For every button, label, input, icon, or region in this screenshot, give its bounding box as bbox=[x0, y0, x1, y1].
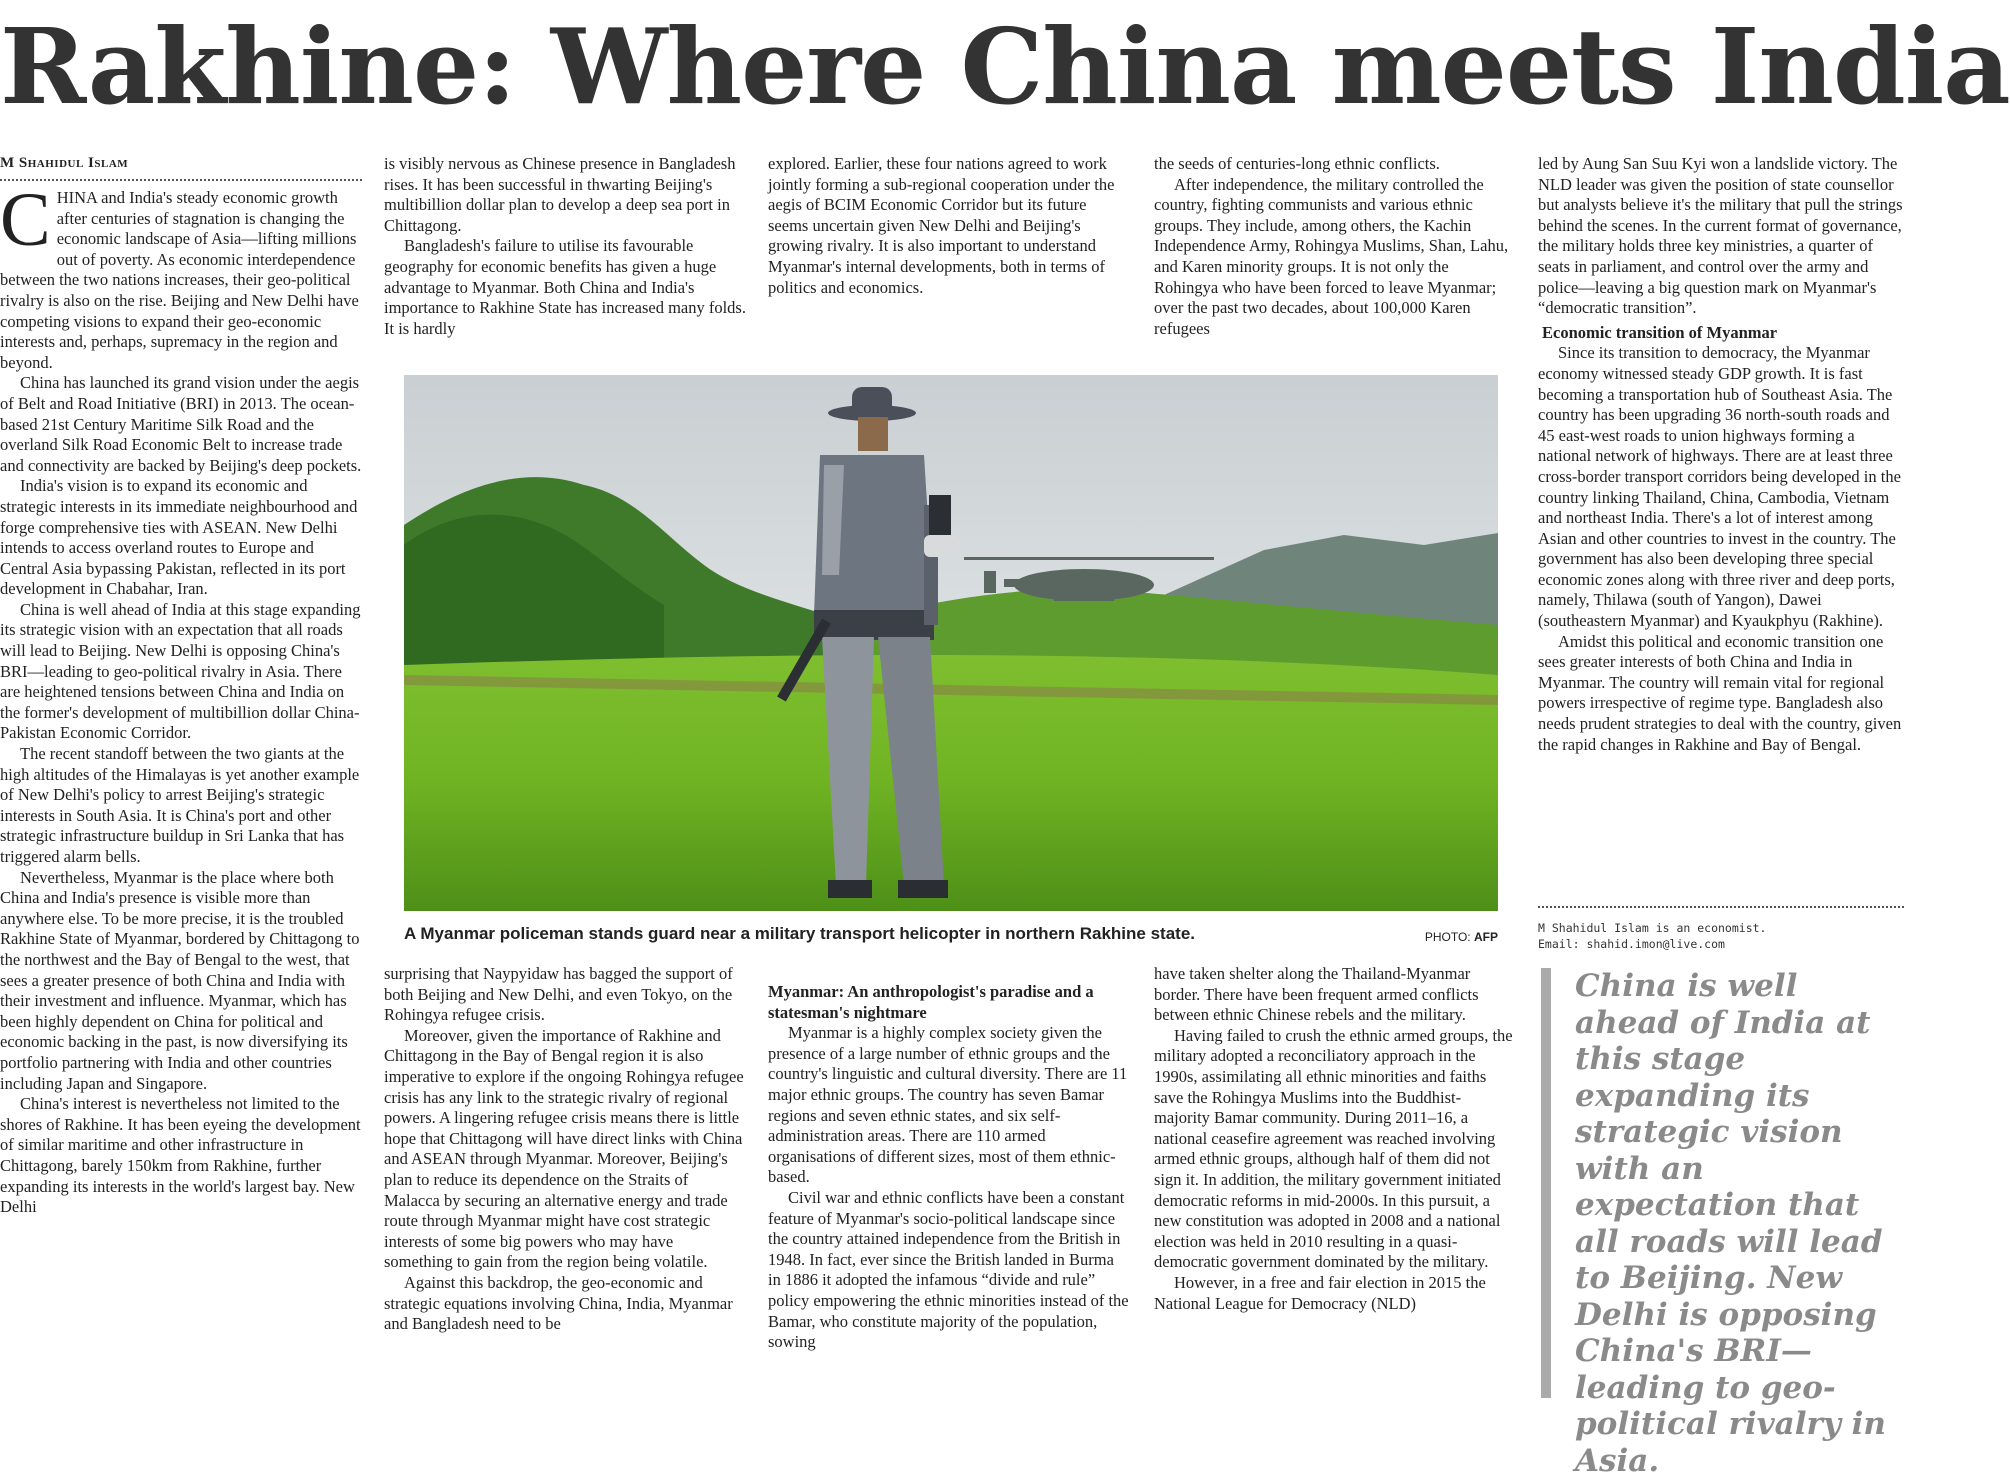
paragraph: Moreover, given the importance of Rakhine and Chittagong in the Bay of Bengal region it is also imperative to explore if the ongoing Rohingya refugee crisis has any link to the strategic rivalry of regional powers. A lingering refugee crisis means there is little hope that Chittagong will have direct links with China and ASEAN through Myanmar. Moreover, Beijing's plan to reduce its dependence on the Straits of Malacca by securing an alternative energy and trade route through Myanmar might have cost strategic interests of some big powers who may have something to gain from the region being volatile. bbox=[384, 1025, 744, 1272]
section-subhead: Myanmar: An anthropologist's paradise and a statesman's nightmare bbox=[768, 982, 1094, 1022]
article-column-2-bottom bbox=[384, 964, 746, 1404]
photo-credit-source: AFP bbox=[1474, 930, 1498, 944]
paragraph: surprising that Naypyidaw has bagged the support of both Beijing and New Delhi, and even Tokyo, on the Rohingya refugee crisis. bbox=[384, 964, 733, 1025]
paragraph: Against this backdrop, the geo-economic and strategic equations involving China, India, Myanmar and Bangladesh need to be bbox=[384, 1272, 733, 1334]
paragraph: India's vision is to expand its economic and strategic interests in its immediate neighbourhood and forge comprehensive ties with ASEAN. New Delhi intends to access overland routes to Europe and Central Asia bypassing Pakistan, reflected in its port development in Chabahar, Iran. bbox=[0, 476, 358, 599]
byline: M Shahidul Islam bbox=[0, 155, 362, 181]
drop-cap: C bbox=[0, 178, 51, 262]
paragraph: Myanmar is a highly complex society given the presence of a large number of ethnic groups and the country's linguistic and cultural diversity. There are 11 major ethnic groups. The country has seven Bamar regions and seven ethnic states, and six self-administration areas. There are 110 armed organisations of different sizes, most of them ethnic-based. bbox=[768, 1023, 1128, 1187]
article-column-4-bottom bbox=[1154, 964, 1516, 1404]
paragraph: Since its transition to democracy, the Myanmar economy witnessed steady GDP growth. It is fast becoming a transportation hub of Southeast Asia. The country has been upgrading 36 north-south roads and 45 east-west roads to union highways forming a national network of highways. There are at least three cross-border transport corridors being developed in the country linking Thailand, China, Cambodia, Vietnam and northeast India. There's a lot of interest among Asian and other countries to invest in the country. The government has also been developing three special economic zones along with three river and deep ports, namely, Thilawa (south of Yangon), Dawei (southeastern Myanmar) and Kyaukphyu (Rakhine). bbox=[1538, 343, 1901, 631]
author-note bbox=[1538, 906, 1904, 952]
article-photo bbox=[404, 375, 1498, 911]
paragraph: After independence, the military controlled the country, fighting communists and various ethnic groups. They include, among others, the Kachin Independence Army, Rohingya Muslims, Shan, Lahu, and Karen minority groups. It is not only the Rohingya who have been forced to leave Myanmar; over the past two decades, about 100,000 Karen refugees bbox=[1154, 174, 1509, 338]
pull-quote: China is well ahead of India at this stage expanding its strategic vision with an expectation that all roads will lead to Beijing. New Delhi is opposing China's BRI—leading to geo-political rivalry in Asia. bbox=[1541, 968, 1907, 1398]
paragraph: explored. Earlier, these four nations agreed to work jointly forming a sub-regional cooperation under the aegis of BCIM Economic Corridor but its future seems uncertain given New Delhi and Beijing's growing rivalry. It is also important to understand Myanmar's internal developments, both in terms of politics and economics. bbox=[768, 154, 1115, 297]
photo-credit: PHOTO: AFP bbox=[1424, 930, 1498, 944]
article-column-1 bbox=[0, 178, 362, 1400]
paragraph: China is well ahead of India at this stage expanding its strategic vision with an expectation that all roads will lead to Beijing. New Delhi is opposing China's BRI—leading to geo-political rivalry in Asia. There are heightened tensions between China and India on the former's development of multibillion dollar China-Pakistan Economic Corridor. bbox=[0, 599, 361, 743]
paragraph: Having failed to crush the ethnic armed groups, the military adopted a reconciliatory approach in the 1990s, assimilating all ethnic minorities and faiths save the Rohingya Muslims into the Buddhist-majority Bamar community. During 2011–16, a national ceasefire agreement was reached involving armed ethnic groups, although half of them did not sign it. In addition, the military government initiated democratic reforms in mid-2000s. In this pursuit, a new constitution was adopted in 2008 and a national election was held in 2010 resulting in a quasi-democratic government dominated by the military. bbox=[1154, 1025, 1513, 1272]
paragraph: Bangladesh's failure to utilise its favourable geography for economic benefits has given a huge advantage to Myanmar. Both China and India's importance to Rakhine State has increased many folds. It is hardly bbox=[384, 236, 746, 338]
paragraph: China has launched its grand vision under the aegis of Belt and Road Initiative (BRI) in 2013. The ocean-based 21st Century Maritime Silk Road and the overland Silk Road Economic Belt to increase trade and connectivity are backed by Beijing's deep pockets. bbox=[0, 373, 362, 475]
photo-illustration bbox=[404, 375, 1498, 911]
headline: Rakhine: Where China meets India bbox=[0, 5, 2010, 128]
photo-caption: A Myanmar policeman stands guard near a military transport helicopter in northern Rakhine state. bbox=[404, 924, 1196, 943]
paragraph: Civil war and ethnic conflicts have been a constant feature of Myanmar's socio-political landscape since the country attained independence from the British in 1948. In fact, ever since the British landed in Burma in 1886 it adopted the infamous “divide and rule” policy empowering the ethnic minorities instead of the Bamar, who constitute majority of the population, sowing bbox=[768, 1187, 1129, 1352]
section-subhead: Economic transition of Myanmar bbox=[1542, 322, 1778, 342]
author-email: Email: shahid.imon@live.com bbox=[1538, 937, 1725, 951]
paragraph: is visibly nervous as Chinese presence in Bangladesh rises. It has been successful in thwarting Beijing's multibillion dollar plan to develop a deep sea port in Chittagong. bbox=[384, 154, 736, 235]
paragraph: have taken shelter along the Thailand-Myanmar border. There have been frequent armed conflicts between ethnic Chinese rebels and the military. bbox=[1154, 964, 1479, 1025]
paragraph: China's interest is nevertheless not limited to the shores of Rakhine. It has been eyeing the development of similar maritime and other infrastructure in Chittagong, barely 150km from Rakhine, further expanding its interests in the world's largest bay. New Delhi bbox=[0, 1094, 361, 1217]
paragraph: CHINA and India's steady economic growth after centuries of stagnation is changing the economic landscape of Asia—lifting millions out of poverty. As economic interdependence between the two nations increases, their geo-political rivalry is also on the rise. Beijing and New Delhi have competing visions to expand their geo-economic interests and, perhaps, supremacy in the region and beyond. bbox=[0, 178, 359, 372]
paragraph: However, in a free and fair election in 2015 the National League for Democracy (NLD) bbox=[1154, 1272, 1486, 1313]
paragraph: Amidst this political and economic transition one sees greater interests of both China and India in Myanmar. The country will remain vital for regional powers irrespective of regime type. Bangladesh also needs prudent strategies to deal with the country, given the rapid changes in Rakhine and Bay of Bengal. bbox=[1538, 631, 1902, 754]
article-column-4-top bbox=[1154, 154, 1516, 344]
author-bio: M Shahidul Islam is an economist. bbox=[1538, 921, 1767, 935]
paragraph: led by Aung San Suu Kyi won a landslide victory. The NLD leader was given the position of state counsellor but analysts believe it's the military that pull the strings behind the scenes. In the current format of governance, the military holds three key ministries, a quarter of seats in parliament, and control over the army and police—leaving a big question mark on Myanmar's “democratic transition”. bbox=[1538, 154, 1903, 318]
article-column-3-bottom bbox=[768, 982, 1130, 1404]
paragraph: the seeds of centuries-long ethnic conflicts. bbox=[1154, 154, 1440, 173]
article-column-3-top bbox=[768, 154, 1130, 344]
article-column-5 bbox=[1538, 154, 1904, 902]
paragraph: Nevertheless, Myanmar is the place where both China and India's presence is visible more than anywhere else. To be more precise, it is the troubled Rakhine State of Myanmar, bordered by Chittagong to the northwest and the Bay of Bengal to the west, that sees a greater presence of both China and India with their investment and influence. Myanmar, which has been highly dependent on China for political and economic backing in the past, is now diversifying its portfolio partnering with India and other countries including Japan and Singapore. bbox=[0, 867, 360, 1093]
article-column-2-top bbox=[384, 154, 746, 344]
paragraph: The recent standoff between the two giants at the high altitudes of the Himalayas is yet another example of New Delhi's policy to arrest Beijing's strategic interests in South Asia. It is China's port and other strategic infrastructure buildup in Sri Lanka that has triggered alarm bells. bbox=[0, 744, 360, 866]
